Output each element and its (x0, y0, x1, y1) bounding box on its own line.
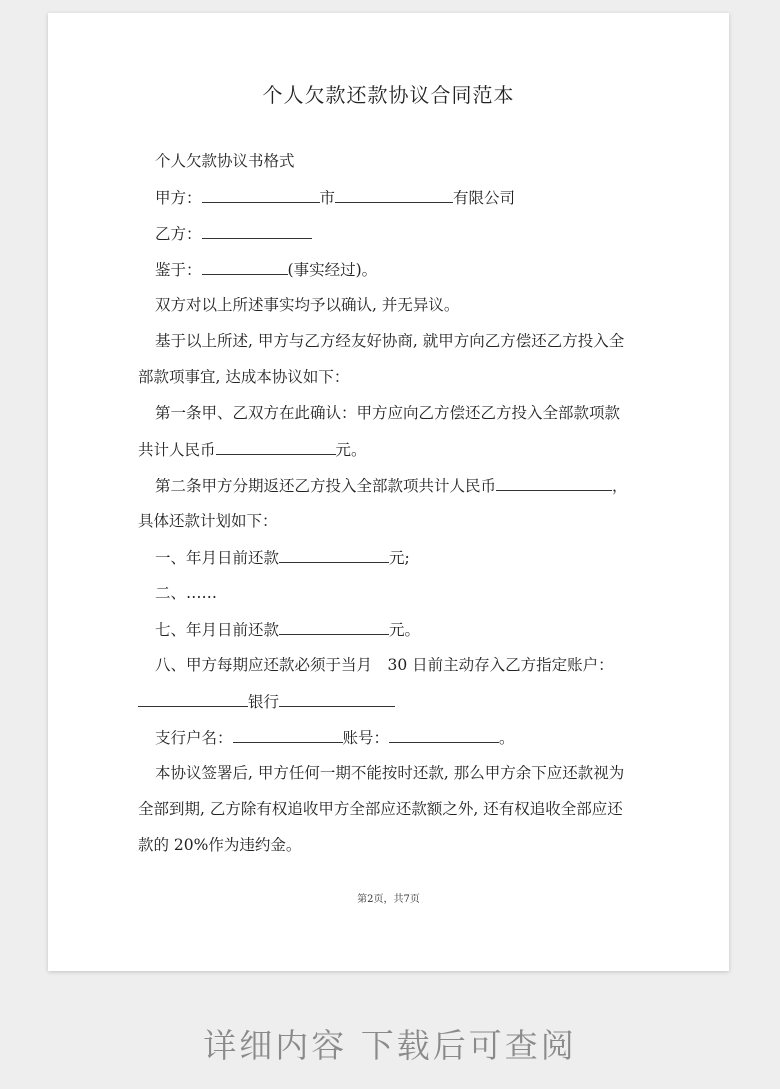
basis-paragraph-line-2: 部款项事宜, 达成本协议如下： (138, 368, 350, 386)
whereas-note: (事实经过)。 (287, 261, 378, 279)
heading-line (155, 151, 295, 171)
heading-text: 个人欠款协议书格式 (155, 152, 295, 170)
document-title: 个人欠款还款协议合同范本 (262, 83, 515, 107)
party-a-city: 市 (319, 189, 336, 207)
article-2-line-1 (155, 475, 628, 496)
plan-item-7 (155, 619, 420, 640)
party-b-label: 乙方： (155, 225, 202, 243)
bank-name-blank (138, 691, 248, 707)
plan-item-1-label: 一、年月日前还款 (155, 549, 280, 567)
document-page (48, 13, 729, 971)
download-banner-text: 详细内容 下载后可查阅 (203, 1026, 577, 1065)
branch-account-name-blank (233, 727, 343, 743)
default-paragraph-line-1: 本协议签署后, 甲方任何一期不能按时还款, 那么甲方余下应还款视为 (155, 764, 625, 782)
basis-paragraph-line-1: 基于以上所述, 甲方与乙方经友好协商, 就甲方向乙方偿还乙方投入全 (155, 332, 625, 350)
plan-item-1-unit: 元; (389, 549, 410, 567)
article-2-text: 第二条甲方分期返还乙方投入全部款项共计人民币 (155, 477, 497, 495)
article-2-line-2: 具体还款计划如下： (138, 512, 278, 530)
plan-item-2: 二、…… (155, 584, 218, 602)
plan-item-1 (155, 547, 410, 568)
bank-label: 银行 (248, 693, 280, 711)
party-a-city-blank (335, 187, 453, 203)
party-b-blank (202, 223, 312, 239)
account-number-label: 账号： (342, 729, 390, 747)
article-2-amount-blank (496, 475, 612, 491)
party-a-line (155, 187, 515, 208)
plan-item-1-blank (279, 547, 389, 563)
article-1-amount-label: 共计人民币 (138, 441, 216, 459)
party-b-line (155, 223, 312, 244)
article-1-line-1: 第一条甲、乙双方在此确认：甲方应向乙方偿还乙方投入全部款项款 (155, 404, 621, 422)
confirm-paragraph: 双方对以上所述事实均予以确认, 并无异议。 (155, 296, 460, 314)
page-number-footer: 第2页，共7页 (357, 894, 420, 905)
whereas-blank (202, 259, 288, 275)
whereas-label: 鉴于： (155, 261, 202, 279)
default-paragraph-line-2: 全部到期, 乙方除有权追收甲方全部应还款额之外, 还有权追收全部应还 (138, 800, 623, 818)
account-end-mark: 。 (499, 729, 515, 747)
plan-item-7-blank (279, 619, 389, 635)
whereas-line (155, 259, 377, 280)
default-paragraph-line-3: 款的 20%作为违约金。 (138, 836, 302, 854)
plan-item-7-label: 七、年月日前还款 (155, 621, 280, 639)
article-1-line-2 (138, 439, 367, 460)
party-a-company: 有限公司 (453, 189, 516, 207)
branch-account-name-label: 支行户名： (155, 729, 233, 747)
party-a-label: 甲方： (155, 189, 202, 207)
account-number-blank (389, 727, 499, 743)
account-line (155, 727, 515, 748)
article-2-comma: ， (612, 477, 628, 495)
plan-item-7-unit: 元。 (389, 621, 421, 639)
bank-branch-blank (279, 691, 395, 707)
article-1-amount-blank (216, 439, 336, 455)
bank-line (138, 691, 395, 712)
party-a-blank (202, 187, 320, 203)
article-1-unit: 元。 (335, 441, 367, 459)
article-8-line: 八、甲方每期应还款必须于当月 30 日前主动存入乙方指定账户： (155, 656, 614, 674)
